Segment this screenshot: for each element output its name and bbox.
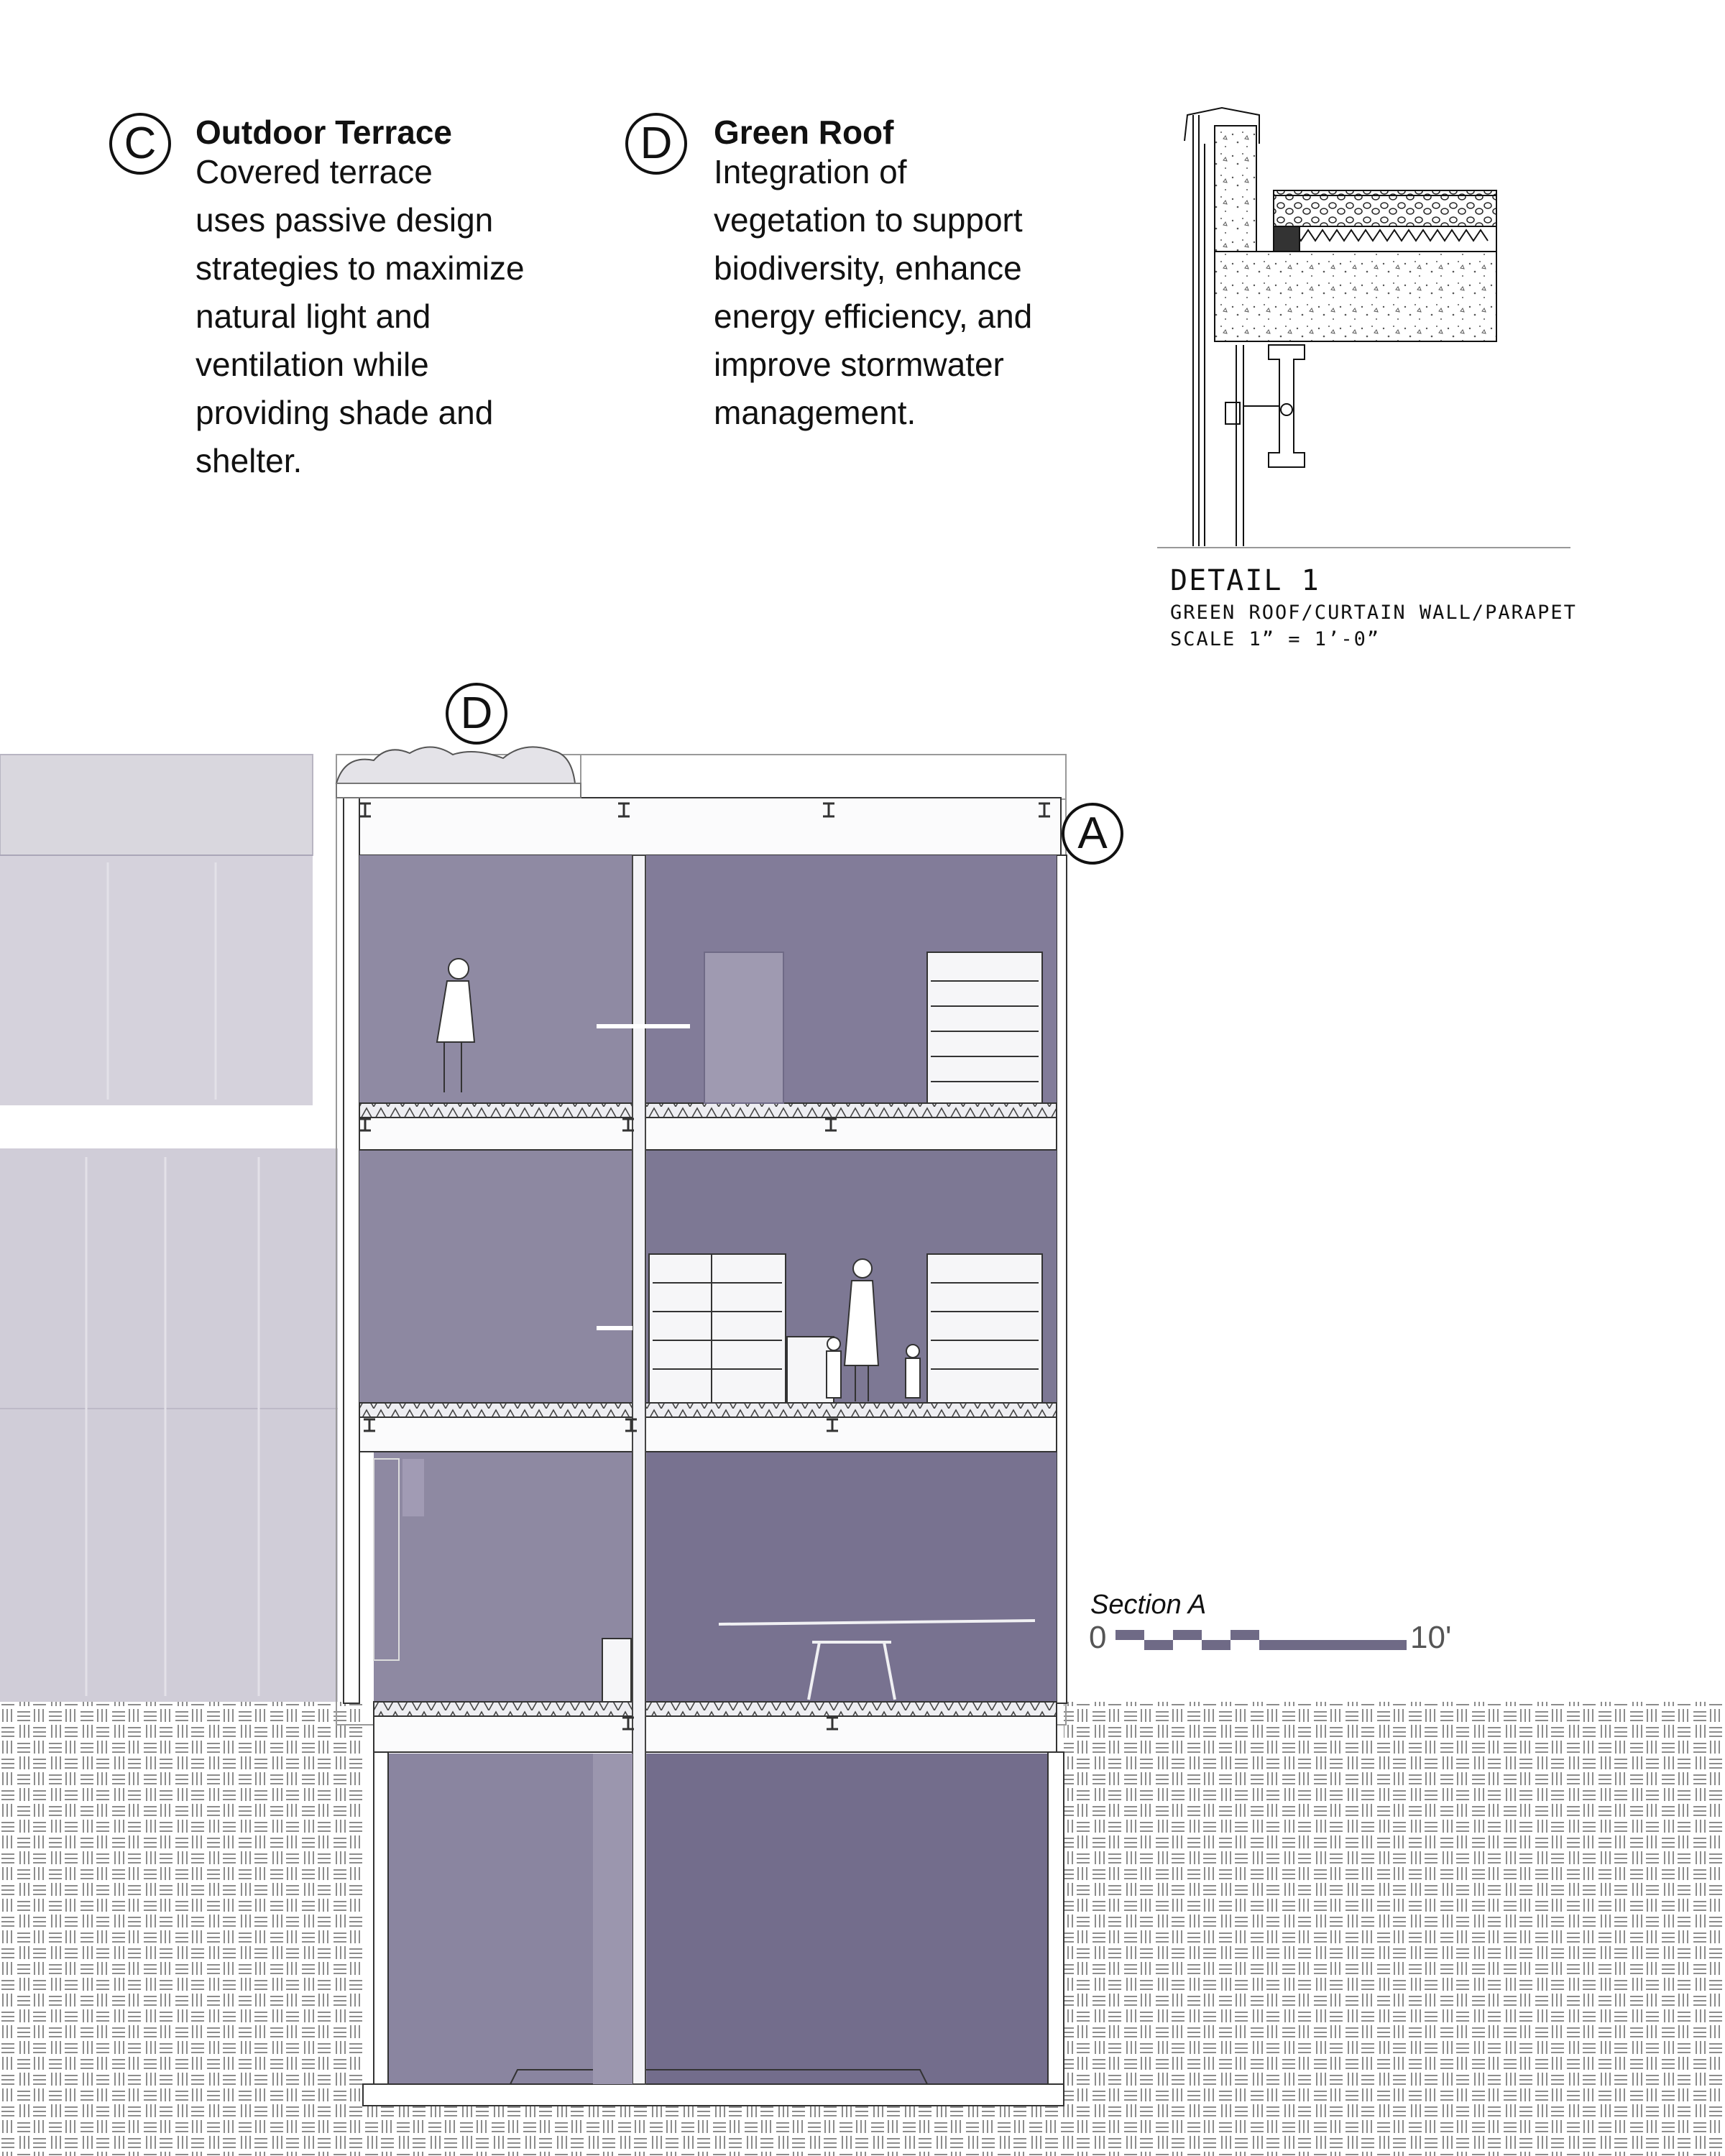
description-line: shelter.	[196, 442, 303, 479]
scale-bar	[1116, 1630, 1407, 1650]
green-roof-title: Green Roof	[714, 114, 894, 151]
building-section	[336, 747, 1067, 2106]
earth-below-slab	[363, 2106, 1064, 2156]
detail-title: DETAIL 1	[1170, 564, 1320, 597]
scale-end: 10'	[1410, 1620, 1452, 1655]
adjacent-building	[0, 755, 338, 1702]
description-line: uses passive design	[196, 201, 494, 239]
description-line: strategies to maximize	[196, 249, 525, 287]
description-line: ventilation while	[196, 346, 429, 383]
marker-c: C	[109, 113, 171, 175]
section-label: Section A	[1090, 1590, 1207, 1620]
description-line: improve stormwater	[714, 346, 1004, 383]
earth-left	[0, 1702, 363, 2156]
description-line: vegetation to support	[714, 201, 1023, 239]
description-line: management.	[714, 394, 916, 431]
description-line: Integration of	[714, 153, 907, 190]
description-line: energy efficiency, and	[714, 298, 1033, 335]
green-roof-planting	[336, 747, 575, 783]
description-line: Covered terrace	[196, 153, 433, 190]
description-line: biodiversity, enhance	[714, 249, 1022, 287]
detail-subtitle: GREEN ROOF/CURTAIN WALL/PARAPET	[1170, 602, 1577, 624]
terrace-title: Outdoor Terrace	[196, 114, 452, 151]
green-roof-description	[714, 148, 1032, 437]
scale-start: 0	[1089, 1620, 1107, 1655]
marker-a-section: A	[1062, 803, 1123, 865]
detail-1-drawing	[1157, 108, 1570, 548]
detail-scale: SCALE 1” = 1’-0”	[1170, 628, 1381, 650]
marker-d: D	[625, 113, 687, 175]
marker-d-section: D	[446, 683, 507, 745]
earth-right	[1064, 1702, 1725, 2156]
description-line: providing shade and	[196, 394, 494, 431]
description-line: natural light and	[196, 298, 431, 335]
terrace-description	[196, 148, 525, 485]
